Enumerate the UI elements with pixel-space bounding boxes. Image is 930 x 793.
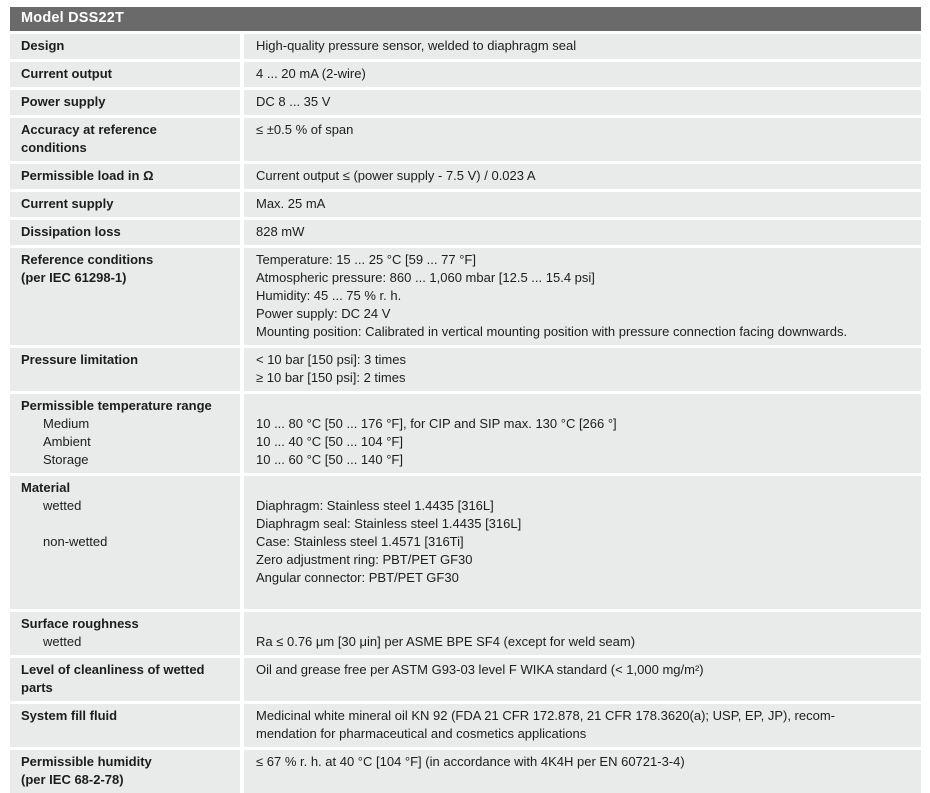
row-value-line: Case: Stainless steel 1.4571 [316Ti] <box>256 534 464 549</box>
row-value-line: Temperature: 15 ... 25 °C [59 ... 77 °F] <box>256 252 476 267</box>
row-label <box>10 704 240 747</box>
row-label-line: conditions <box>21 140 87 155</box>
table-row <box>10 348 921 391</box>
row-label-line: Ambient <box>43 434 91 449</box>
row-label-line: Current output <box>21 66 112 81</box>
table-row <box>10 394 921 473</box>
row-label-line: wetted <box>43 498 82 513</box>
table-row <box>10 220 921 245</box>
table-row <box>10 34 921 59</box>
row-value-line <box>256 587 911 605</box>
row-value-line: Mounting position: Calibrated in vertical mounting position with pressure connection facing downwards. <box>256 324 848 339</box>
table-row <box>10 90 921 115</box>
row-value-line: DC 8 ... 35 V <box>256 94 331 109</box>
row-label-line: Design <box>21 38 65 53</box>
row-label <box>10 62 240 87</box>
row-value-line: Atmospheric pressure: 860 ... 1,060 mbar [12.5 ... 15.4 psi] <box>256 270 595 285</box>
row-value <box>244 118 921 161</box>
row-label-line: Pressure limitation <box>21 352 139 367</box>
table-row <box>10 750 921 793</box>
row-value-line: Ra ≤ 0.76 μm [30 μin] per ASME BPE SF4 (except for weld seam) <box>256 634 636 649</box>
row-label <box>10 90 240 115</box>
row-value <box>244 192 921 217</box>
row-value <box>244 34 921 59</box>
row-value-line: Current output ≤ (power supply - 7.5 V) / 0.023 A <box>256 168 536 183</box>
row-value-line: Diaphragm: Stainless steel 1.4435 [316L] <box>256 498 494 513</box>
row-label-line: Reference conditions <box>21 252 154 267</box>
row-label-line: Power supply <box>21 94 106 109</box>
row-value-line: 4 ... 20 mA (2-wire) <box>256 66 366 81</box>
row-label-line: Surface roughness <box>21 616 139 631</box>
row-value-line: 828 mW <box>256 224 305 239</box>
row-label-line: Permissible humidity <box>21 754 152 769</box>
row-label-line: Dissipation loss <box>21 224 121 239</box>
row-label <box>10 476 240 609</box>
row-value <box>244 348 921 391</box>
row-value <box>244 220 921 245</box>
row-label-line: Level of cleanliness of wetted <box>21 662 205 677</box>
row-value-line: Oil and grease free per ASTM G93-03 level F WIKA standard (< 1,000 mg/m²) <box>256 662 704 677</box>
row-label <box>10 192 240 217</box>
table-row <box>10 248 921 345</box>
spec-table <box>10 7 921 793</box>
row-value-line: mendation for pharmaceutical and cosmetics applications <box>256 726 587 741</box>
row-value <box>244 704 921 747</box>
row-label <box>10 612 240 655</box>
row-value-line: ≤ 67 % r. h. at 40 °C [104 °F] (in accordance with 4K4H per EN 60721-3-4) <box>256 754 685 769</box>
spec-table-header: Model DSS22T <box>10 7 921 31</box>
row-value <box>244 476 921 609</box>
row-label-line: Current supply <box>21 196 114 211</box>
row-value-line: 10 ... 80 °C [50 ... 176 °F], for CIP and SIP max. 130 °C [266 °] <box>256 416 617 431</box>
row-value-line <box>256 615 911 633</box>
row-label-line: Permissible load in Ω <box>21 168 154 183</box>
row-value-line: High-quality pressure sensor, welded to diaphragm seal <box>256 38 577 53</box>
row-value-line <box>256 397 911 415</box>
spec-table-body <box>10 34 921 793</box>
row-value <box>244 164 921 189</box>
row-label-line: Medium <box>43 416 90 431</box>
row-value <box>244 248 921 345</box>
table-row <box>10 192 921 217</box>
row-value-line: Power supply: DC 24 V <box>256 306 391 321</box>
table-row <box>10 164 921 189</box>
row-value-line: 10 ... 60 °C [50 ... 140 °F] <box>256 452 403 467</box>
row-label <box>10 220 240 245</box>
row-value-line <box>256 479 911 497</box>
row-label <box>10 394 240 473</box>
row-value-line: Diaphragm seal: Stainless steel 1.4435 [316L] <box>256 516 522 531</box>
row-label <box>10 164 240 189</box>
row-label-line: System fill fluid <box>21 708 118 723</box>
row-label-line: Accuracy at reference <box>21 122 157 137</box>
row-label-line <box>21 515 232 533</box>
row-value-line: Zero adjustment ring: PBT/PET GF30 <box>256 552 473 567</box>
row-label <box>10 750 240 793</box>
row-label <box>10 658 240 701</box>
row-label-line: non-wetted <box>43 534 108 549</box>
table-row <box>10 476 921 609</box>
row-label-line: (per IEC 61298-1) <box>21 270 127 285</box>
row-value-line: ≥ 10 bar [150 psi]: 2 times <box>256 370 406 385</box>
row-label <box>10 34 240 59</box>
row-label-line: wetted <box>43 634 82 649</box>
row-label-line: Permissible temperature range <box>21 398 212 413</box>
row-label-line: (per IEC 68-2-78) <box>21 772 124 787</box>
row-label-line: Storage <box>43 452 89 467</box>
row-value-line: 10 ... 40 °C [50 ... 104 °F] <box>256 434 403 449</box>
row-value-line: Medicinal white mineral oil KN 92 (FDA 21 CFR 172.878, 21 CFR 178.3620(a); USP, EP, JP), recom- <box>256 708 835 723</box>
row-value <box>244 90 921 115</box>
row-value <box>244 62 921 87</box>
table-row <box>10 658 921 701</box>
table-row <box>10 612 921 655</box>
row-value-line: Max. 25 mA <box>256 196 326 211</box>
row-label <box>10 248 240 345</box>
row-value-line: Humidity: 45 ... 75 % r. h. <box>256 288 402 303</box>
row-value-line: Angular connector: PBT/PET GF30 <box>256 570 459 585</box>
table-row <box>10 704 921 747</box>
row-value <box>244 394 921 473</box>
row-value <box>244 750 921 793</box>
row-label-line: parts <box>21 680 53 695</box>
row-value <box>244 612 921 655</box>
row-label-line: Material <box>21 480 71 495</box>
row-value-line: ≤ ±0.5 % of span <box>256 122 354 137</box>
row-label <box>10 118 240 161</box>
table-row <box>10 118 921 161</box>
row-value <box>244 658 921 701</box>
table-row <box>10 62 921 87</box>
row-value-line: < 10 bar [150 psi]: 3 times <box>256 352 406 367</box>
row-label <box>10 348 240 391</box>
